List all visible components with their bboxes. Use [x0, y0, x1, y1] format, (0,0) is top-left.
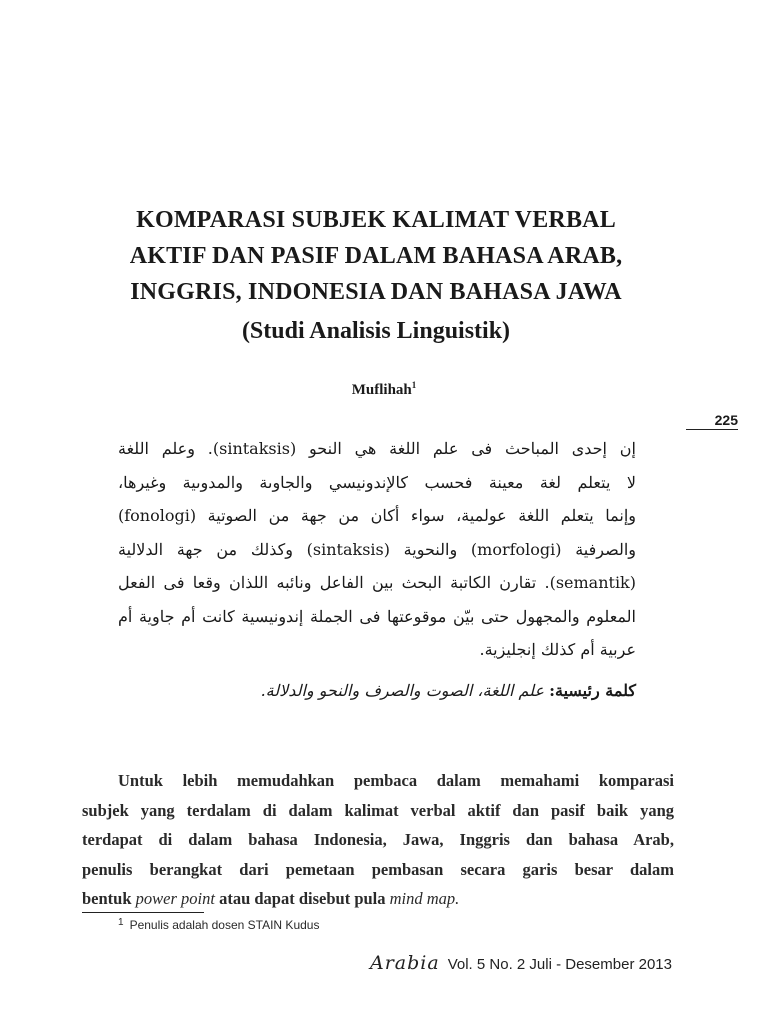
arabic-keywords: [118, 676, 636, 706]
journal-logo: Arabia: [370, 952, 440, 974]
abstract-line: والصرفية (morfologi) والنحوية (sintaksis) وكذلك من جهة الدلالية: [118, 539, 637, 559]
keywords-text: علم اللغة، الصوت والصرف والنحو والدلالة.: [260, 681, 544, 700]
body-line: penulis berangkat dari pemetaan pembasan secara garis besar dalam: [82, 859, 674, 879]
body-text-segment: atau dapat disebut pula: [214, 889, 390, 909]
title-line-1: KOMPARASI SUBJEK KALIMAT VERBAL: [136, 207, 616, 233]
author-byline: [0, 380, 768, 399]
body-line: terdapat di dalam bahasa Indonesia, Jawa, Inggris dan bahasa Arab,: [82, 830, 674, 850]
body-text-segment: bentuk: [82, 889, 136, 909]
body-italic-term: power point: [135, 889, 215, 909]
abstract-line: المعلوم والمجهول حتى بيّن موقوعتها فى الجملة إندونيسية كانت أم جاوية أم: [118, 606, 636, 626]
footnote: [118, 918, 319, 932]
abstract-line: (semantik). تقارن الكاتبة البحث بين الفاعل ونائبه اللذان وقعا فى الفعل: [118, 573, 636, 592]
author-footnote-mark: 1: [411, 380, 417, 390]
article-title: [60, 202, 692, 310]
footnote-mark: 1: [118, 917, 124, 928]
footnote-divider: [82, 912, 204, 913]
author-name: Muflihah: [351, 382, 412, 398]
abstract-line: وإنما يتعلم اللغة عولمية، سواء أكان من جهة من الصوتية (fonologi): [118, 506, 636, 525]
body-line: Untuk lebih memudahkan pembaca dalam memahami komparasi: [118, 771, 674, 790]
keywords-label: كلمة رئيسية:: [549, 681, 636, 700]
abstract-line: لا يتعلم لغة معينة فحسب كالإندونيسي والجاوىة والمدوىية وغيرها،: [118, 472, 636, 492]
arabic-abstract: [118, 432, 636, 667]
title-line-3: INGGRIS, INDONESIA DAN BAHASA JAWA: [130, 279, 622, 305]
title-line-2: AKTIF DAN PASIF DALAM BAHASA ARAB,: [129, 243, 623, 269]
body-line-last: [82, 884, 674, 914]
page-number-rule: [686, 429, 738, 430]
page-number: 225: [714, 412, 738, 428]
abstract-line: إن إحدى المباحث فى علم اللغة هي النحو (sintaksis). وعلم اللغة: [118, 439, 636, 458]
abstract-line: عربية أم كذلك إنجليزية.: [479, 640, 636, 659]
page-footer: [370, 952, 672, 974]
body-paragraph: [82, 766, 674, 914]
body-line: subjek yang terdalam di dalam kalimat verbal aktif dan pasif baik yang: [82, 800, 674, 820]
journal-issue: Vol. 5 No. 2 Juli - Desember 2013: [447, 956, 672, 973]
body-italic-term: mind map.: [389, 889, 460, 909]
article-subtitle: (Studi Analisis Linguistik): [241, 318, 511, 344]
footnote-text: Penulis adalah dosen STAIN Kudus: [129, 918, 320, 932]
